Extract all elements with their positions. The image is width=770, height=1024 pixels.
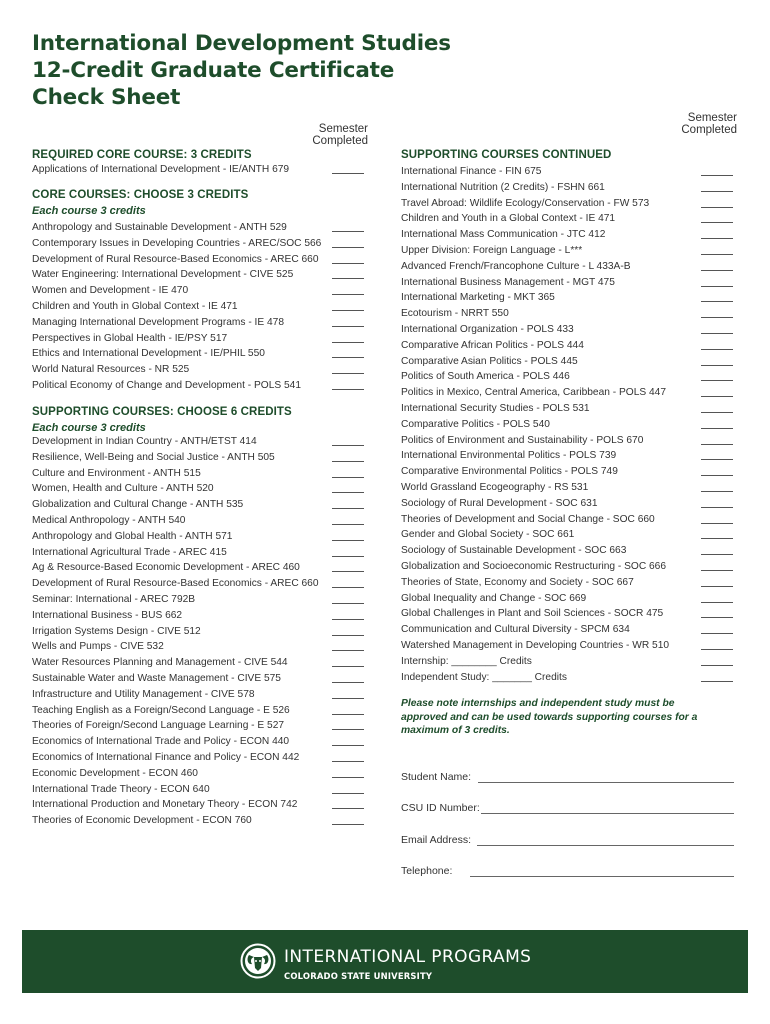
course-label: Political Economy of Change and Development - POLS 541 <box>32 379 301 391</box>
semester-completed-blank[interactable] <box>332 698 364 699</box>
course-item <box>32 672 319 688</box>
semester-completed-blank[interactable] <box>701 633 733 634</box>
course-label: Theories of Economic Development - ECON 760 <box>32 815 252 827</box>
semester-completed-blank[interactable] <box>701 538 733 539</box>
course-item <box>32 253 321 269</box>
course-item <box>32 546 319 562</box>
semester-completed-blank[interactable] <box>701 444 733 445</box>
title-line-1: International Development Studies <box>32 31 451 56</box>
course-item <box>401 671 669 687</box>
course-item <box>401 449 669 465</box>
course-label: Internship: ________ Credits <box>401 655 532 667</box>
course-item <box>401 260 669 276</box>
semester-completed-blank[interactable] <box>332 231 364 232</box>
semester-completed-blank[interactable] <box>332 310 364 311</box>
semester-completed-blank[interactable] <box>332 777 364 778</box>
semester-completed-blank[interactable] <box>332 389 364 390</box>
course-label: Medical Anthropology - ANTH 540 <box>32 514 186 526</box>
course-label: Children and Youth in a Global Context - IE 471 <box>401 213 616 225</box>
semester-completed-blank[interactable] <box>701 222 733 223</box>
semester-completed-blank[interactable] <box>701 649 733 650</box>
course-label: Theories of Foreign/Second Language Learning - E 527 <box>32 720 285 732</box>
semester-completed-blank[interactable] <box>701 459 733 460</box>
course-label: Irrigation Systems Design - CIVE 512 <box>32 625 201 637</box>
course-label: Upper Division: Foreign Language - L*** <box>401 244 583 256</box>
course-label: Globalization and Cultural Change - ANTH 535 <box>32 499 244 511</box>
course-label: Wells and Pumps - CIVE 532 <box>32 641 164 653</box>
semester-completed-blank[interactable] <box>701 491 733 492</box>
course-label: Teaching English as a Foreign/Second Language - E 526 <box>32 704 290 716</box>
course-item <box>401 418 669 434</box>
course-label: International Agricultural Trade - AREC 415 <box>32 546 227 558</box>
semester-completed-blank[interactable] <box>332 263 364 264</box>
footer-program-name: INTERNATIONAL PROGRAMS <box>284 947 532 967</box>
semester-completed-label-left <box>268 123 368 147</box>
course-label: Comparative Politics - POLS 540 <box>401 418 550 430</box>
course-label: Gender and Global Society - SOC 661 <box>401 529 575 541</box>
supporting-courses-list <box>32 435 319 830</box>
course-label: Sustainable Water and Waste Management - CIVE 575 <box>32 672 281 684</box>
semester-label-line-1: Semester <box>318 123 368 135</box>
telephone-label: Telephone: <box>401 865 453 877</box>
course-item <box>401 197 669 213</box>
semester-completed-blank[interactable] <box>332 492 364 493</box>
semester-completed-blank[interactable] <box>332 445 364 446</box>
course-label: Applications of International Development - IE/ANTH 679 <box>32 164 290 175</box>
course-label: Contemporary Issues in Developing Countries - AREC/SOC 566 <box>32 237 322 249</box>
semester-completed-blank[interactable] <box>332 824 364 825</box>
title-line-2: 12-Credit Graduate Certificate <box>32 58 395 83</box>
internship-note: Please note internships and independent study must be approved and can be used towards supporting courses for a maximum of 3 credits. <box>401 698 698 736</box>
course-item <box>401 623 669 639</box>
course-label: Anthropology and Sustainable Development - ANTH 529 <box>32 222 287 233</box>
semester-completed-blank[interactable] <box>332 173 364 174</box>
semester-completed-blank[interactable] <box>701 175 733 176</box>
semester-completed-blank[interactable] <box>332 326 364 327</box>
course-item <box>401 402 669 418</box>
course-label: Sociology of Sustainable Development - SOC 663 <box>401 545 627 557</box>
course-item <box>401 544 669 560</box>
course-label: International Finance - FIN 675 <box>401 166 542 177</box>
semester-label-line-1: Semester <box>687 112 737 124</box>
course-item <box>401 434 669 450</box>
email-line[interactable] <box>477 845 734 846</box>
course-item <box>401 370 669 386</box>
course-item <box>32 514 319 530</box>
csu-id-label: CSU ID Number: <box>401 802 480 814</box>
course-item <box>401 386 669 402</box>
course-item <box>32 656 319 672</box>
course-label: International Mass Communication - JTC 412 <box>401 229 606 241</box>
course-item <box>32 577 319 593</box>
required-core-heading: REQUIRED CORE COURSE: 3 CREDITS <box>32 149 252 161</box>
course-label: Politics of Environment and Sustainability - POLS 670 <box>401 434 644 446</box>
supporting-courses-subheading: Each course 3 credits <box>32 422 146 434</box>
semester-completed-blank[interactable] <box>332 461 364 462</box>
course-label: Travel Abroad: Wildlife Ecology/Conservation - FW 573 <box>401 197 650 209</box>
course-item <box>32 268 321 284</box>
course-label: Economics of International Trade and Policy - ECON 440 <box>32 736 290 748</box>
semester-label-line-2: Completed <box>312 135 368 147</box>
course-item <box>32 347 321 363</box>
course-item <box>401 181 669 197</box>
course-label: Children and Youth in Global Context - IE 471 <box>32 300 238 312</box>
semester-completed-blank[interactable] <box>332 294 364 295</box>
telephone-field[interactable] <box>401 865 452 877</box>
course-label: Anthropology and Global Health - ANTH 571 <box>32 530 233 542</box>
course-item <box>32 332 321 348</box>
course-item <box>401 513 669 529</box>
course-item <box>401 339 669 355</box>
course-item <box>32 530 319 546</box>
course-item <box>401 497 669 513</box>
course-label: Politics of South America - POLS 446 <box>401 371 570 383</box>
course-label: Managing International Development Programs - IE 478 <box>32 316 284 328</box>
course-item <box>32 767 319 783</box>
course-label: Globalization and Socioeconomic Restructuring - SOC 666 <box>401 560 667 572</box>
semester-completed-blank[interactable] <box>332 357 364 358</box>
semester-completed-blank[interactable] <box>701 665 733 666</box>
course-label: Women, Health and Culture - ANTH 520 <box>32 483 214 495</box>
course-item <box>401 528 669 544</box>
course-item <box>32 561 319 577</box>
semester-completed-blank[interactable] <box>701 365 733 366</box>
course-label: Resilience, Well-Being and Social Justice - ANTH 505 <box>32 451 275 463</box>
semester-completed-blank[interactable] <box>701 681 733 682</box>
course-label: Ethics and International Development - IE/PHIL 550 <box>32 348 265 360</box>
course-label: Sociology of Rural Development - SOC 631 <box>401 497 598 509</box>
course-label: World Grassland Ecogeography - RS 531 <box>401 481 589 493</box>
course-label: World Natural Resources - NR 525 <box>32 364 190 376</box>
supporting-courses-heading: SUPPORTING COURSES: CHOOSE 6 CREDITS <box>32 406 292 418</box>
course-label: International Environmental Politics - POLS 739 <box>401 450 617 462</box>
course-item <box>32 435 319 451</box>
course-item <box>32 719 319 735</box>
course-item <box>32 704 319 720</box>
course-label: Ag & Resource-Based Economic Development - AREC 460 <box>32 562 300 574</box>
semester-completed-blank[interactable] <box>332 556 364 557</box>
semester-completed-blank[interactable] <box>701 412 733 413</box>
core-courses-subheading: Each course 3 credits <box>32 205 146 217</box>
course-item <box>401 465 669 481</box>
semester-completed-blank[interactable] <box>332 745 364 746</box>
course-item <box>32 221 321 237</box>
semester-completed-blank[interactable] <box>701 507 733 508</box>
csu-id-line[interactable] <box>481 813 734 814</box>
semester-label-line-2: Completed <box>681 124 737 136</box>
course-label: Infrastructure and Utility Management - CIVE 578 <box>32 688 255 700</box>
core-courses-list <box>32 221 321 395</box>
course-label: Global Challenges in Plant and Soil Sciences - SOCR 475 <box>401 608 664 620</box>
semester-completed-blank[interactable] <box>701 286 733 287</box>
semester-completed-blank[interactable] <box>701 570 733 571</box>
semester-completed-blank[interactable] <box>701 380 733 381</box>
semester-completed-blank[interactable] <box>701 617 733 618</box>
semester-completed-blank[interactable] <box>701 428 733 429</box>
course-item <box>401 276 669 292</box>
course-label: International Production and Monetary Theory - ECON 742 <box>32 799 298 811</box>
course-label: Comparative African Politics - POLS 444 <box>401 339 584 351</box>
semester-completed-blank[interactable] <box>701 602 733 603</box>
course-item <box>401 639 669 655</box>
semester-completed-blank[interactable] <box>332 373 364 374</box>
course-item <box>32 593 319 609</box>
course-item <box>32 625 319 641</box>
semester-completed-label-right <box>637 112 737 136</box>
course-label: Seminar: International - AREC 792B <box>32 593 196 605</box>
semester-completed-blank[interactable] <box>701 349 733 350</box>
page-title <box>32 30 451 111</box>
semester-completed-blank[interactable] <box>332 508 364 509</box>
student-name-field[interactable] <box>401 771 471 783</box>
course-item <box>401 655 669 671</box>
footer-university-name: COLORADO STATE UNIVERSITY <box>284 971 433 981</box>
course-label: Economic Development - ECON 460 <box>32 767 198 779</box>
semester-completed-blank[interactable] <box>332 761 364 762</box>
semester-completed-blank[interactable] <box>701 301 733 302</box>
semester-completed-blank[interactable] <box>332 635 364 636</box>
course-label: Theories of State, Economy and Society - SOC 667 <box>401 576 634 588</box>
course-item <box>32 363 321 379</box>
course-label: Ecotourism - NRRT 550 <box>401 308 509 320</box>
semester-completed-blank[interactable] <box>332 247 364 248</box>
course-label: Development of Rural Resource-Based Economics - AREC 660 <box>32 578 319 590</box>
course-label: Water Resources Planning and Management - CIVE 544 <box>32 657 288 669</box>
course-item <box>32 237 321 253</box>
semester-completed-blank[interactable] <box>332 477 364 478</box>
semester-completed-blank[interactable] <box>701 238 733 239</box>
csu-id-field[interactable] <box>401 802 480 814</box>
course-item <box>401 212 669 228</box>
course-label: Perspectives in Global Health - IE/PSY 517 <box>32 332 228 344</box>
course-item <box>401 481 669 497</box>
semester-completed-blank[interactable] <box>701 254 733 255</box>
semester-completed-blank[interactable] <box>701 475 733 476</box>
semester-completed-blank[interactable] <box>332 682 364 683</box>
supporting-continued-list <box>401 165 669 686</box>
semester-completed-blank[interactable] <box>332 587 364 588</box>
semester-completed-blank[interactable] <box>332 650 364 651</box>
semester-completed-blank[interactable] <box>701 396 733 397</box>
course-label: Communication and Cultural Diversity - SPCM 634 <box>401 624 630 636</box>
course-item <box>401 165 669 181</box>
course-label: Independent Study: _______ Credits <box>401 671 567 683</box>
course-item <box>32 467 319 483</box>
semester-completed-blank[interactable] <box>332 714 364 715</box>
semester-completed-blank[interactable] <box>701 207 733 208</box>
course-item <box>32 609 319 625</box>
core-courses-heading: CORE COURSES: CHOOSE 3 CREDITS <box>32 189 249 201</box>
course-label: Women and Development - IE 470 <box>32 285 189 297</box>
course-item <box>32 783 319 799</box>
course-item <box>32 814 319 830</box>
csu-ram-logo-icon <box>240 943 276 979</box>
course-item <box>32 640 319 656</box>
semester-completed-blank[interactable] <box>332 524 364 525</box>
course-item <box>401 355 669 371</box>
course-label: Advanced French/Francophone Culture - L 433A-B <box>401 260 631 272</box>
semester-completed-blank[interactable] <box>332 571 364 572</box>
email-label: Email Address: <box>401 834 472 846</box>
student-name-line[interactable] <box>478 782 734 783</box>
semester-completed-blank[interactable] <box>701 586 733 587</box>
course-label: International Organization - POLS 433 <box>401 323 574 335</box>
course-item <box>32 451 319 467</box>
semester-completed-blank[interactable] <box>332 666 364 667</box>
course-item <box>32 498 319 514</box>
course-label: Comparative Asian Politics - POLS 445 <box>401 355 578 367</box>
semester-completed-blank[interactable] <box>701 270 733 271</box>
supporting-continued-heading: SUPPORTING COURSES CONTINUED <box>401 149 612 161</box>
course-item <box>32 163 289 179</box>
semester-completed-blank[interactable] <box>701 191 733 192</box>
course-label: Watershed Management in Developing Countries - WR 510 <box>401 639 670 651</box>
semester-completed-blank[interactable] <box>701 523 733 524</box>
course-label: Politics in Mexico, Central America, Caribbean - POLS 447 <box>401 387 666 399</box>
student-name-label: Student Name: <box>401 771 472 783</box>
course-label: Economics of International Finance and Policy - ECON 442 <box>32 751 300 763</box>
course-item <box>401 560 669 576</box>
semester-completed-blank[interactable] <box>332 540 364 541</box>
course-label: Comparative Environmental Politics - POLS 749 <box>401 466 618 478</box>
course-item <box>32 688 319 704</box>
course-item <box>401 291 669 307</box>
course-item <box>401 228 669 244</box>
course-item <box>401 607 669 623</box>
course-item <box>32 482 319 498</box>
email-field[interactable] <box>401 834 471 846</box>
course-label: International Security Studies - POLS 531 <box>401 402 590 414</box>
course-label: International Business - BUS 662 <box>32 609 183 621</box>
course-label: Global Inequality and Change - SOC 669 <box>401 592 587 604</box>
footer-banner <box>22 930 748 993</box>
course-item <box>401 244 669 260</box>
course-item <box>32 316 321 332</box>
course-item <box>401 307 669 323</box>
course-label: International Marketing - MKT 365 <box>401 292 555 304</box>
course-label: Development of Rural Resource-Based Economics - AREC 660 <box>32 253 319 265</box>
semester-completed-blank[interactable] <box>332 793 364 794</box>
course-item <box>32 751 319 767</box>
course-item <box>401 592 669 608</box>
course-item <box>32 300 321 316</box>
course-item <box>32 735 319 751</box>
course-label: International Business Management - MGT 475 <box>401 276 615 288</box>
semester-completed-blank[interactable] <box>332 603 364 604</box>
course-label: Development in Indian Country - ANTH/ETST 414 <box>32 436 257 447</box>
course-label: Water Engineering: International Development - CIVE 525 <box>32 269 294 281</box>
title-line-3: Check Sheet <box>32 85 181 110</box>
semester-completed-blank[interactable] <box>332 342 364 343</box>
course-item <box>401 576 669 592</box>
course-label: International Trade Theory - ECON 640 <box>32 783 210 795</box>
course-label: Culture and Environment - ANTH 515 <box>32 467 201 479</box>
course-item <box>32 284 321 300</box>
telephone-line[interactable] <box>470 876 734 877</box>
semester-completed-blank[interactable] <box>332 619 364 620</box>
semester-completed-blank[interactable] <box>701 554 733 555</box>
semester-completed-blank[interactable] <box>332 808 364 809</box>
course-label: International Nutrition (2 Credits) - FSHN 661 <box>401 181 605 193</box>
semester-completed-blank[interactable] <box>701 317 733 318</box>
semester-completed-blank[interactable] <box>332 278 364 279</box>
semester-completed-blank[interactable] <box>332 729 364 730</box>
course-item <box>32 798 319 814</box>
course-item <box>401 323 669 339</box>
course-label: Theories of Development and Social Change - SOC 660 <box>401 513 655 525</box>
course-item <box>32 379 321 395</box>
required-core-list <box>32 163 289 179</box>
semester-completed-blank[interactable] <box>701 333 733 334</box>
